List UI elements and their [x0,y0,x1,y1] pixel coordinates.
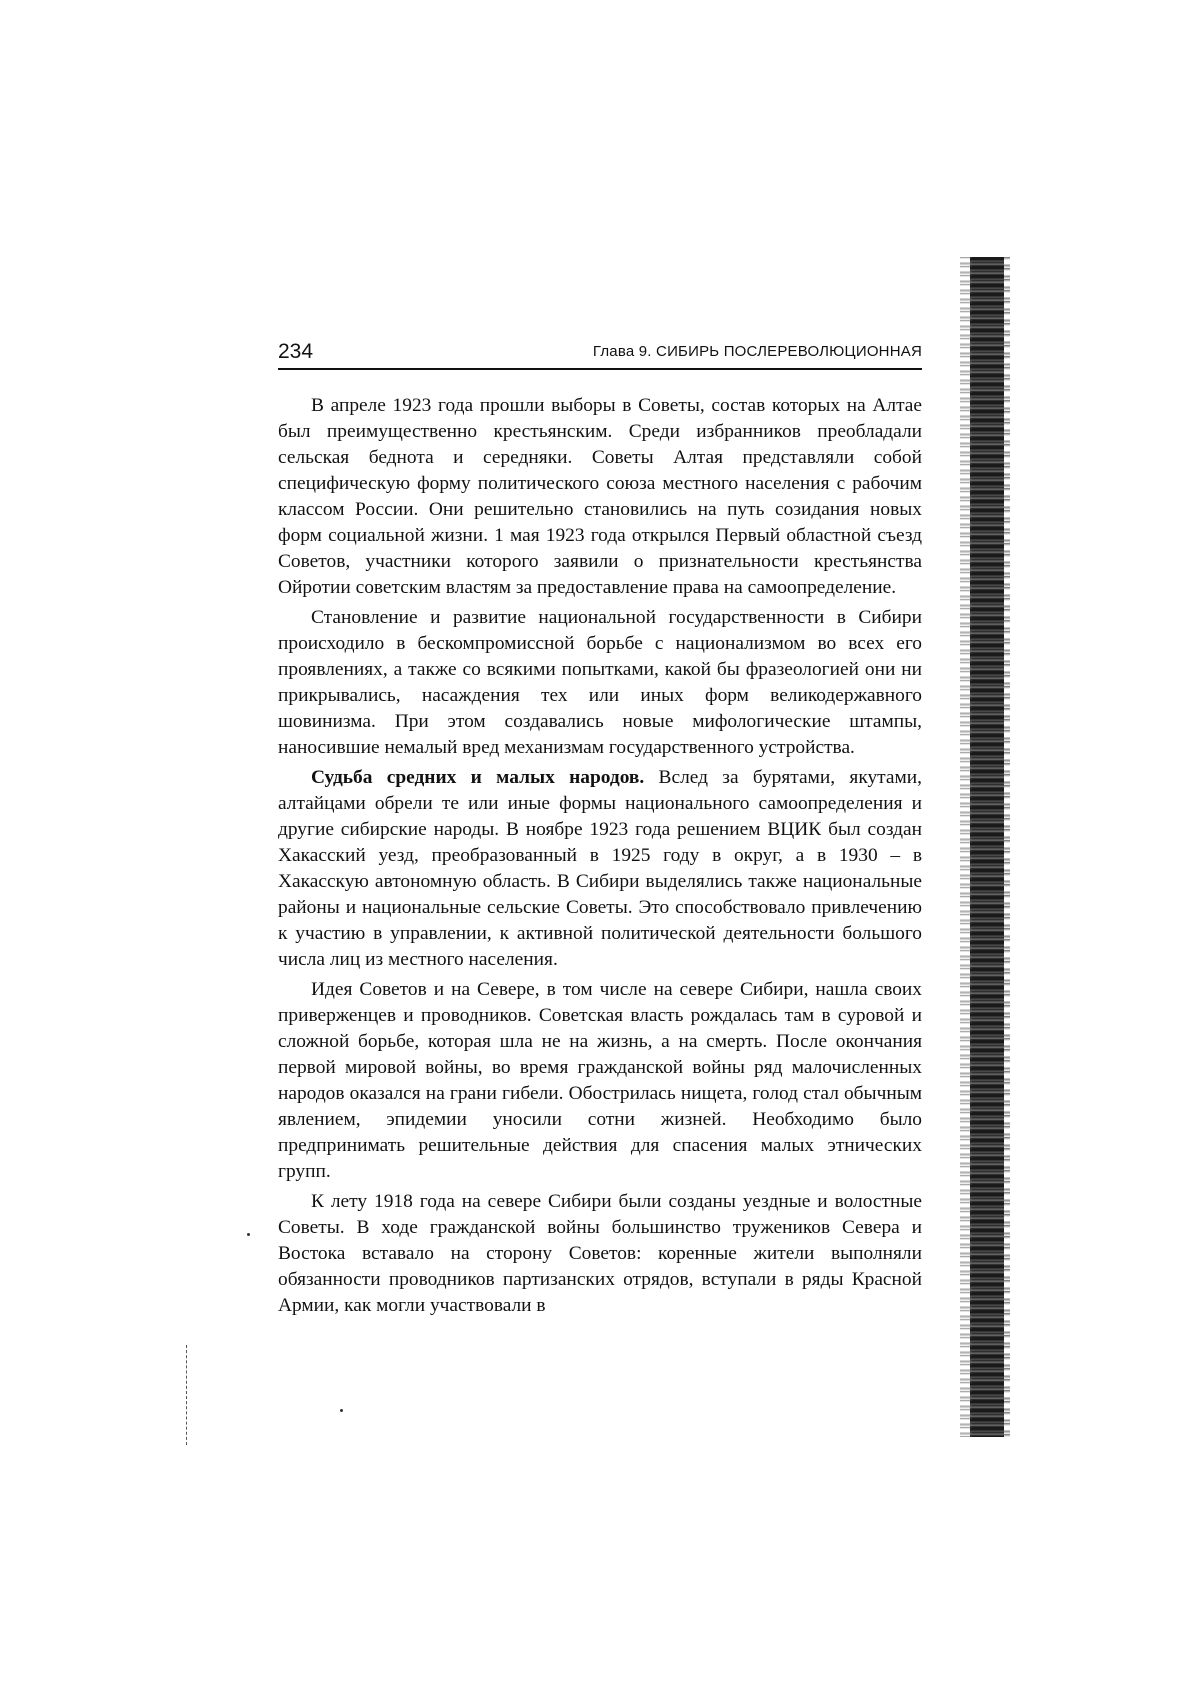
paragraph [278,1189,922,1319]
scan-binding-edge [970,257,1004,1437]
run-in-heading: Судьба средних и малых народов. [311,767,645,788]
scan-artifact-line [186,1345,188,1445]
paragraph [278,977,922,1185]
body-text [278,393,922,1323]
paragraph [278,765,922,973]
page-header [278,338,922,370]
paragraph-text: К лету 1918 года на севере Сибири были созданы уездные и волостные Советы. В ходе гражданской войны большинство тружеников Севера и Востока вставало на сторону Советов: коренные жители выполняли обязанности проводников партизанских отрядов, вступали в ряды Красной Армии, как могли участвовали в [278,1191,922,1316]
running-head: Глава 9. СИБИРЬ ПОСЛЕРЕВОЛЮЦИОННАЯ [592,343,922,360]
paragraph-text: В апреле 1923 года прошли выборы в Советы, состав которых на Алтае был преимущественно крестьянским. Среди избранников преобладали сельская беднота и середняки. Советы Алтая представляли собой специфическую форму политического союза местного населения с рабочим классом России. Они решительно становились на путь созидания новых форм социальной жизни. 1 мая 1923 года открылся Первый областной съезд Советов, участники которого заявили о признательности крестьянства Ойротии советским властям за предоставление права на самоопределение. [278,395,922,598]
paragraph-text: Вслед за бурятами, якутами, алтайцами обрели те или иные формы национального самоопределения и другие сибирские народы. В ноябре 1923 года решением ВЦИК был создан Хакасский уезд, преобразованный в 1925 году в округ, а в 1930 – в Хакасскую автономную область. В Сибири выделялись также национальные районы и национальные сельские Советы. Это способствовало привлечению к участию в управлении, к активной политической деятельности большого числа лиц из местного населения. [278,767,922,970]
scan-artifact-dot [340,1409,343,1412]
paragraph [278,605,922,761]
page-number: 234 [278,340,314,363]
paragraph [278,393,922,601]
paragraph-text: Становление и развитие национальной государственности в Сибири происходило в бескомпромиссной борьбе с национализмом во всех его проявлениях, а также со всякими попытками, какой бы фразеологией они ни прикрывались, насаждения тех или иных форм великодержавного шовинизма. При этом создавались новые мифологические штампы, наносившие немалый вред механизмам государственного устройства. [278,607,922,758]
paragraph-text: Идея Советов и на Севере, в том числе на севере Сибири, нашла своих приверженцев и проводников. Советская власть рождалась там в суровой и сложной борьбе, которая шла не на жизнь, а на смерть. После окончания первой мировой войны, во время гражданской войны ряд малочисленных народов оказался на грани гибели. Обострилась нищета, голод стал обычным явлением, эпидемии уносили сотни жизней. Необходимо было предпринимать решительные действия для спасения малых этнических групп. [278,979,922,1182]
scan-artifact-dot [247,1233,250,1236]
